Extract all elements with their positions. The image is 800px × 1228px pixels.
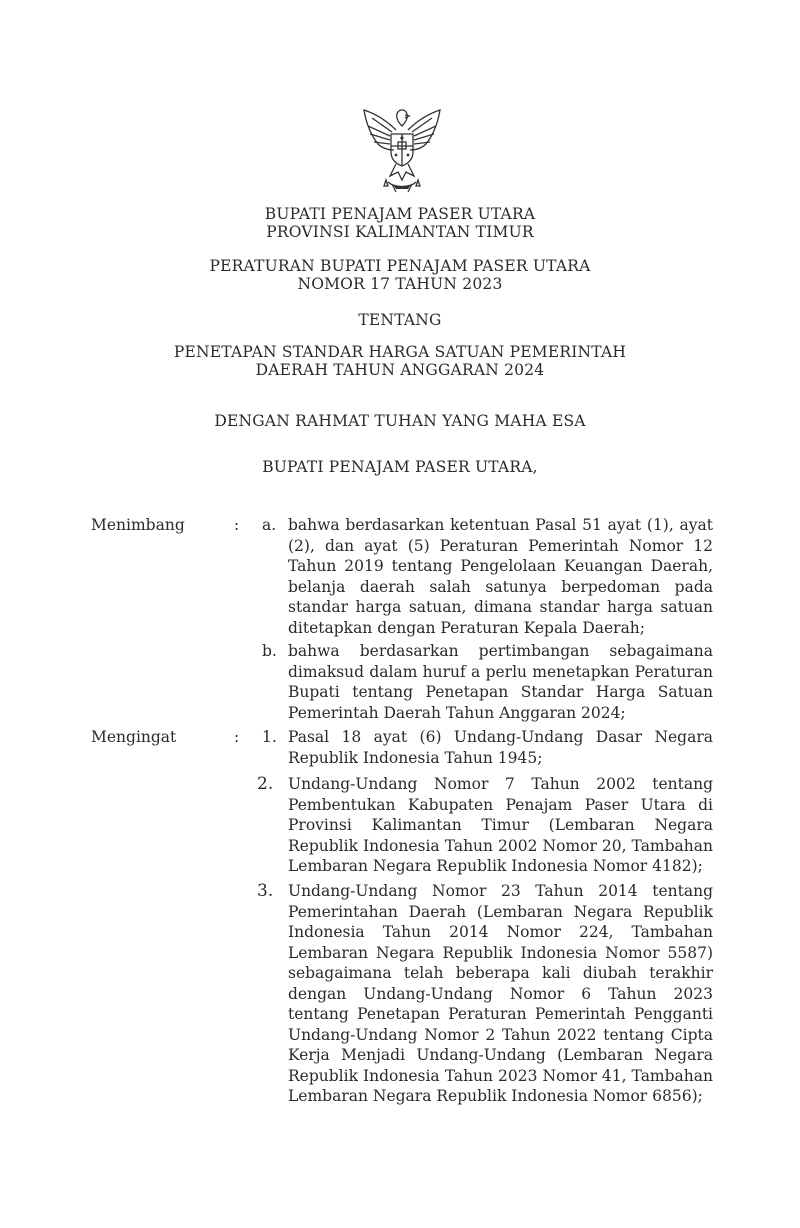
blessing-line: DENGAN RAHMAT TUHAN YANG MAHA ESA xyxy=(214,412,586,430)
regulation-heading: PERATURAN BUPATI PENAJAM PASER UTARA xyxy=(209,257,591,275)
menimbang-item-a-marker: a. xyxy=(262,516,277,534)
menimbang-item-a-text: bahwa berdasarkan ketentuan Pasal 51 ayat (1), ayat (2), dan ayat (5) Peraturan Pemerintah Nomor 12 Tahun 2019 tentang Pengelolaan Keuangan Daerah, belanja daerah salah satunya berpedoman pada standar harga satuan, dimana standar harga satuan ditetapkan dengan Peraturan Kepala Daerah; xyxy=(288,516,713,637)
mengingat-item-3-text: Undang-Undang Nomor 23 Tahun 2014 tentang Pemerintahan Daerah (Lembaran Negara Republik Indonesia Tahun 2014 Nomor 224, Tambahan Lembaran Negara Republik Indonesia Nomor 5587) sebagaimana telah beberapa kali diubah terakhir dengan Undang-Undang Nomor 6 Tahun 2023 tentang Penetapan Peraturan Pemerintah Pengganti Undang-Undang Nomor 2 Tahun 2022 tentang Cipta Kerja Menjadi Undang-Undang (Lembaran Negara Republik Indonesia Tahun 2023 Nomor 41, Tambahan Lembaran Negara Republik Indonesia Nomor 6856); xyxy=(288,882,713,1105)
mengingat-item-2-text: Undang-Undang Nomor 7 Tahun 2002 tentang Pembentukan Kabupaten Penajam Paser Utara di Provinsi Kalimantan Timur (Lembaran Negara Republik Indonesia Tahun 2002 Nomor 20, Tambahan Lembaran Negara Republik Indonesia Nomor 4182); xyxy=(288,775,713,875)
enactor-line: BUPATI PENAJAM PASER UTARA, xyxy=(262,458,538,476)
title-line-2: DAERAH TAHUN ANGGARAN 2024 xyxy=(255,361,545,379)
menimbang-item-b-marker: b. xyxy=(262,642,277,660)
province-heading: PROVINSI KALIMANTAN TIMUR xyxy=(266,223,534,241)
title-line-1: PENETAPAN STANDAR HARGA SATUAN PEMERINTAH xyxy=(173,343,627,361)
regent-heading: BUPATI PENAJAM PASER UTARA xyxy=(264,205,536,223)
menimbang-colon: : xyxy=(234,516,240,534)
mengingat-item-1-marker: 1. xyxy=(262,728,277,746)
mengingat-colon: : xyxy=(234,728,240,746)
menimbang-label: Menimbang xyxy=(91,516,185,534)
mengingat-item-1-text: Pasal 18 ayat (6) Undang-Undang Dasar Negara Republik Indonesia Tahun 1945; xyxy=(288,728,713,767)
mengingat-label: Mengingat xyxy=(91,728,177,746)
mengingat-item-3-marker: 3. xyxy=(257,881,274,901)
garuda-emblem-icon xyxy=(358,100,446,194)
regulation-number: NOMOR 17 TAHUN 2023 xyxy=(297,275,503,293)
menimbang-item-b-text: bahwa berdasarkan pertimbangan sebagaimana dimaksud dalam huruf a perlu menetapkan Peraturan Bupati tentang Penetapan Standar Harga Satuan Pemerintah Daerah Tahun Anggaran 2024; xyxy=(288,642,713,722)
mengingat-item-2-marker: 2. xyxy=(257,774,274,794)
about-heading: TENTANG xyxy=(358,311,442,329)
